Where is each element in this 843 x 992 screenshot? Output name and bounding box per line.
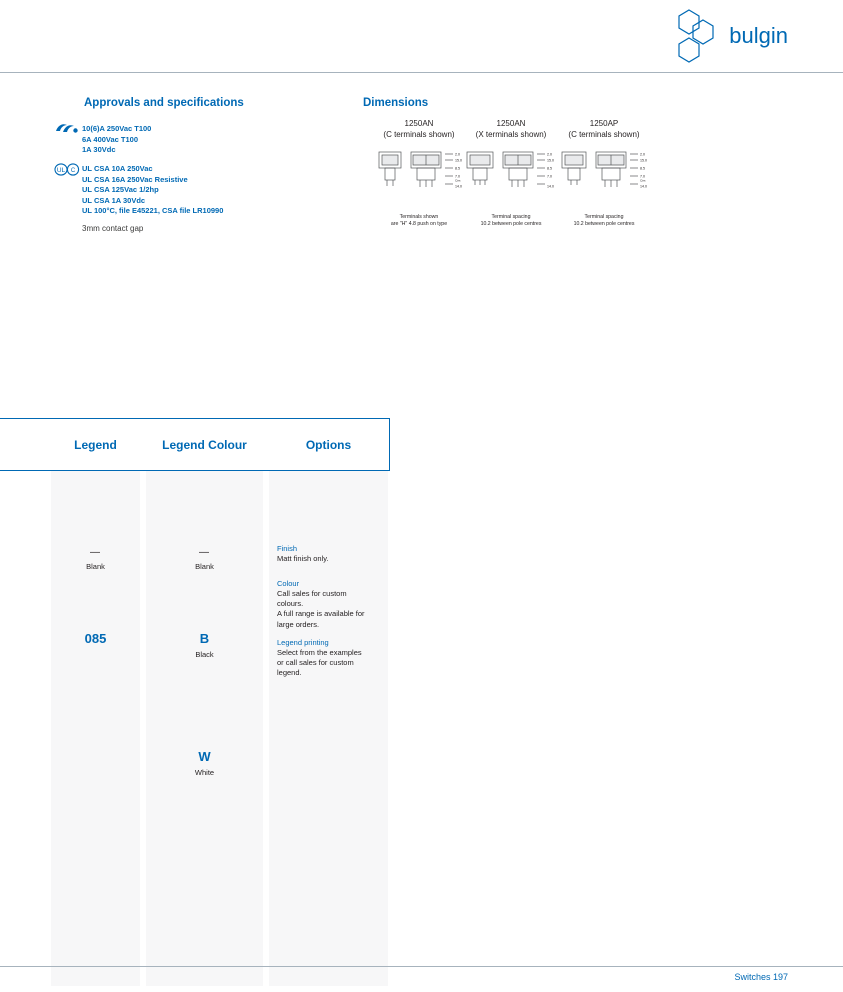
table-body: [0, 471, 390, 986]
footer-page-label: Switches 197: [734, 972, 788, 982]
dimension-column: [545, 118, 663, 228]
svg-text:8.5: 8.5: [547, 166, 552, 171]
svg-text:15.0: 15.0: [455, 158, 462, 163]
option-title: Colour: [277, 579, 300, 588]
svg-text:14.0: 14.0: [640, 184, 647, 189]
approvals-section-title: Approvals and specifications: [84, 97, 244, 109]
svg-text:8.5: 8.5: [455, 166, 460, 171]
svg-text:7.0: 7.0: [455, 174, 460, 179]
svg-text:2.0: 2.0: [547, 152, 552, 157]
svg-text:Ctrs: Ctrs: [640, 178, 646, 183]
option-title: Legend printing: [277, 638, 329, 647]
ordering-table: [0, 418, 390, 986]
dimension-terminal-note: (X terminals shown): [475, 130, 547, 139]
option-title: Finish: [277, 544, 298, 553]
approval-line: UL CSA 125Vac 1/2hp: [82, 185, 159, 195]
semko-approval-mark-icon: [55, 122, 77, 134]
svg-text:14.0: 14.0: [455, 184, 462, 189]
dimensions-section-title: Dimensions: [363, 97, 429, 109]
legend-colour-code: —: [199, 547, 210, 558]
approval-line: 10(6)A 250Vac T100: [82, 124, 152, 133]
header-divider: [0, 72, 843, 73]
dimension-terminal-note: (C terminals shown): [568, 130, 640, 139]
legend-label: Blank: [86, 562, 105, 571]
dimension-part-number: 1250AN: [496, 119, 526, 128]
dimension-caption: Terminals shown are "H" 4.8 push on type: [390, 214, 448, 227]
svg-text:7.0: 7.0: [640, 174, 645, 179]
option-finish: [277, 544, 381, 564]
svg-text:7.0: 7.0: [547, 174, 552, 179]
approval-line: 6A 400Vac T100: [82, 134, 139, 144]
option-legend-printing: [277, 638, 381, 679]
legend-code: —: [90, 547, 101, 558]
legend-colour-code: W: [198, 749, 211, 764]
legend-colour-option-blank[interactable]: [146, 549, 263, 571]
legend-colour-option-white[interactable]: [146, 749, 263, 777]
svg-text:C: C: [70, 168, 76, 175]
dimension-caption: Terminal spacing 10.2 between pole centres: [480, 214, 542, 227]
svg-text:2.0: 2.0: [455, 152, 460, 157]
svg-text:14.0: 14.0: [547, 184, 554, 189]
approval-line: UL CSA 10A 250Vac: [82, 164, 153, 173]
approval-line: UL 100°C, file E45221, CSA file LR10990: [82, 206, 224, 216]
ul-csa-approval-mark-icon: [54, 163, 78, 175]
column-header-legend: Legend: [74, 437, 117, 452]
legend-colour-code: B: [199, 631, 210, 646]
svg-text:UL: UL: [56, 167, 66, 175]
table-header-row: [0, 418, 390, 471]
option-text: Select from the examples or call sales for custom legend.: [277, 648, 362, 678]
dimension-caption: Terminal spacing 10.2 between pole centres: [573, 214, 635, 227]
approvals-group-2: [82, 164, 223, 217]
brand-logo-area: [669, 8, 788, 64]
approval-line: UL CSA 16A 250Vac Resistive: [82, 174, 188, 184]
svg-text:8.5: 8.5: [640, 166, 645, 171]
approvals-group-1: [82, 124, 151, 156]
legend-option-085[interactable]: [51, 631, 140, 646]
legend-code: 085: [84, 631, 107, 646]
approval-line: 1A 30Vdc: [82, 145, 116, 155]
hexagon-cube-logo-icon: [669, 8, 725, 64]
svg-text:15.0: 15.0: [640, 158, 647, 163]
legend-colour-label: Blank: [195, 562, 214, 571]
rocker-switch-ap-terminal-drawing-icon: [545, 146, 663, 208]
svg-text:Ctrs: Ctrs: [455, 178, 461, 183]
svg-text:2.0: 2.0: [640, 152, 645, 157]
dimension-terminal-note: (C terminals shown): [383, 130, 455, 139]
option-text: Matt finish only.: [277, 554, 329, 563]
svg-text:15.0: 15.0: [547, 158, 554, 163]
legend-colour-option-black[interactable]: [146, 631, 263, 659]
contact-gap-note: 3mm contact gap: [82, 224, 144, 233]
dimension-part-number: 1250AP: [589, 119, 619, 128]
option-text: Call sales for custom colours. A full range is available for large orders.: [277, 589, 365, 629]
legend-option-blank[interactable]: [51, 549, 140, 571]
legend-colour-label: Black: [195, 650, 214, 659]
option-colour: [277, 579, 381, 630]
approval-line: UL CSA 1A 30Vdc: [82, 195, 146, 205]
column-header-options: Options: [305, 437, 352, 452]
legend-colour-label: White: [194, 768, 215, 777]
column-header-legend-colour: Legend Colour: [162, 437, 247, 452]
dimension-part-number: 1250AN: [404, 119, 434, 128]
footer-divider: [0, 966, 843, 967]
brand-name: bulgin: [729, 23, 788, 48]
